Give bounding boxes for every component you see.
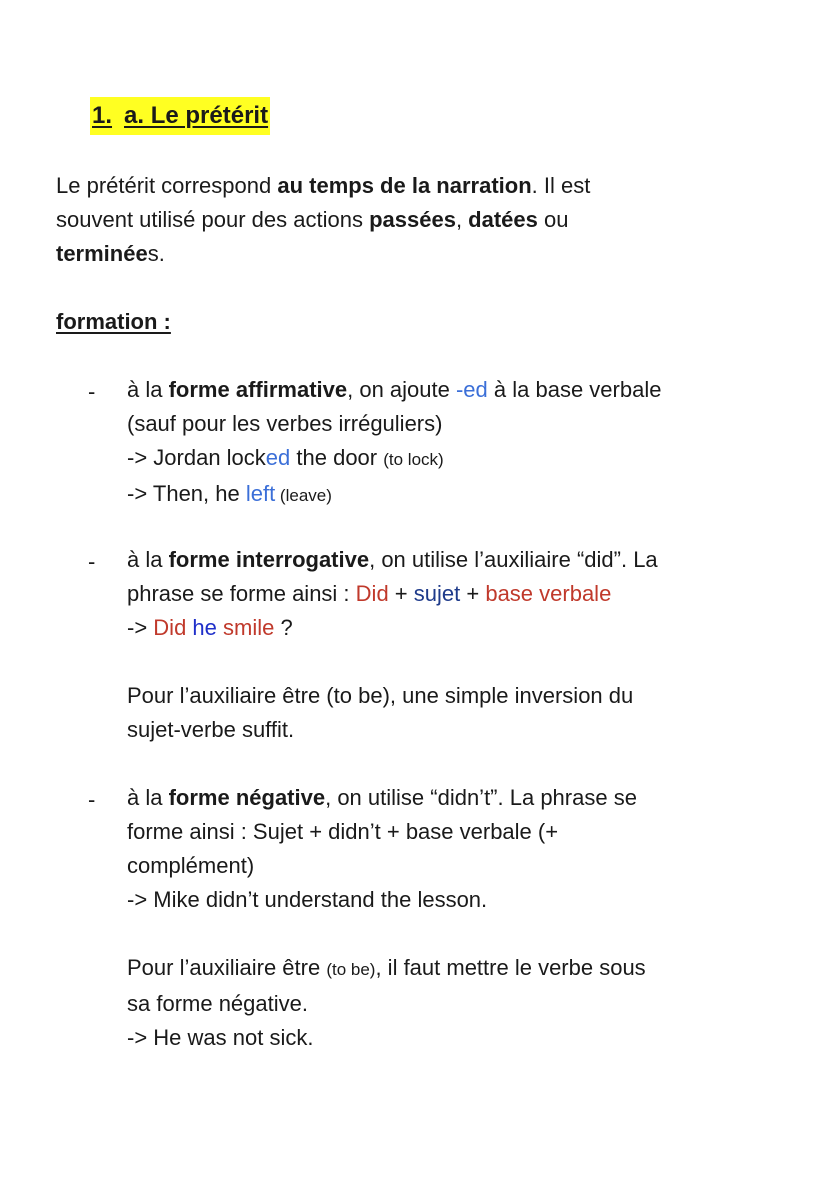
bold-forme-interrogative: forme interrogative (168, 547, 370, 572)
interrogative-note-1: Pour l’auxiliaire être (to be), une simple inversion du (127, 683, 634, 708)
intro-text: s. (147, 241, 165, 266)
text: à la (127, 377, 169, 402)
base-verbale-word: base verbale (485, 581, 612, 606)
intro-text: Le prétérit correspond (56, 173, 278, 198)
bullet-dash: - (88, 787, 96, 812)
bold-forme-affirmative: forme affirmative (168, 377, 348, 402)
interrogative-note-2: sujet-verbe suffit. (127, 717, 295, 742)
interrogative-section (127, 543, 787, 747)
negative-example: -> Mike didn’t understand the lesson. (127, 887, 488, 912)
text: phrase se forme ainsi : (127, 581, 356, 606)
affirmative-example-2 (127, 477, 787, 513)
affirmative-example-1 (127, 441, 787, 477)
negative-note-2: sa forme négative. (127, 991, 308, 1016)
affirmative-line2: (sauf pour les verbes irréguliers) (127, 411, 443, 436)
formation-title: formation : (56, 309, 171, 334)
text: -> Then, he (127, 481, 246, 506)
ed-suffix: -ed (455, 377, 488, 402)
negative-note-1 (127, 951, 787, 987)
interrogative-example (127, 611, 787, 645)
negative-line2: forme ainsi : Sujet + didn’t + base verbale (+ (127, 819, 559, 844)
intro-text: ou (537, 207, 569, 232)
bullet-dash: - (88, 549, 96, 574)
intro-bold-narration: au temps de la narration (277, 173, 532, 198)
text: , il faut mettre le verbe sous (375, 955, 646, 980)
text: + (460, 581, 486, 606)
intro-bold-terminees: terminée (56, 241, 148, 266)
infinitive-note: (to lock) (383, 450, 444, 469)
bullet-dash: - (88, 379, 96, 404)
did-word: Did (355, 581, 389, 606)
text: Pour l’auxiliaire être (127, 955, 327, 980)
irregular-verb: left (245, 481, 276, 506)
negative-note-example: -> He was not sick. (127, 1025, 314, 1050)
text: à la (127, 547, 169, 572)
intro-text: , (455, 207, 469, 232)
heading-title: a. Le prétérit (124, 102, 269, 129)
affirmative-section (127, 373, 787, 513)
bold-forme-negative: forme négative (168, 785, 326, 810)
text: , on utilise “didn’t”. La phrase se (325, 785, 637, 810)
heading-number: 1. (92, 102, 113, 129)
negative-section (127, 781, 787, 1055)
text: à la base verbale (487, 377, 662, 402)
section-heading (90, 97, 270, 135)
intro-paragraph (56, 169, 776, 271)
text: ? (274, 615, 293, 640)
infinitive-note: (to be) (326, 960, 376, 979)
sujet-word: sujet (413, 581, 461, 606)
negative-line3: complément) (127, 853, 255, 878)
text: -> (127, 615, 154, 640)
intro-text: . Il est (531, 173, 591, 198)
did-word: Did (153, 615, 187, 640)
text: , on ajoute (347, 377, 456, 402)
subject-word: he (186, 615, 217, 640)
verb-word: smile (216, 615, 275, 640)
intro-text: souvent utilisé pour des actions (56, 207, 370, 232)
text: + (388, 581, 414, 606)
text: , on utilise l’auxiliaire “did”. La (369, 547, 658, 572)
text: the door (290, 445, 384, 470)
text: à la (127, 785, 169, 810)
text: -> Jordan lock (127, 445, 266, 470)
infinitive-note: (leave) (275, 486, 332, 505)
intro-bold-passees: passées (369, 207, 456, 232)
intro-bold-datees: datées (468, 207, 538, 232)
ed-suffix: ed (265, 445, 291, 470)
